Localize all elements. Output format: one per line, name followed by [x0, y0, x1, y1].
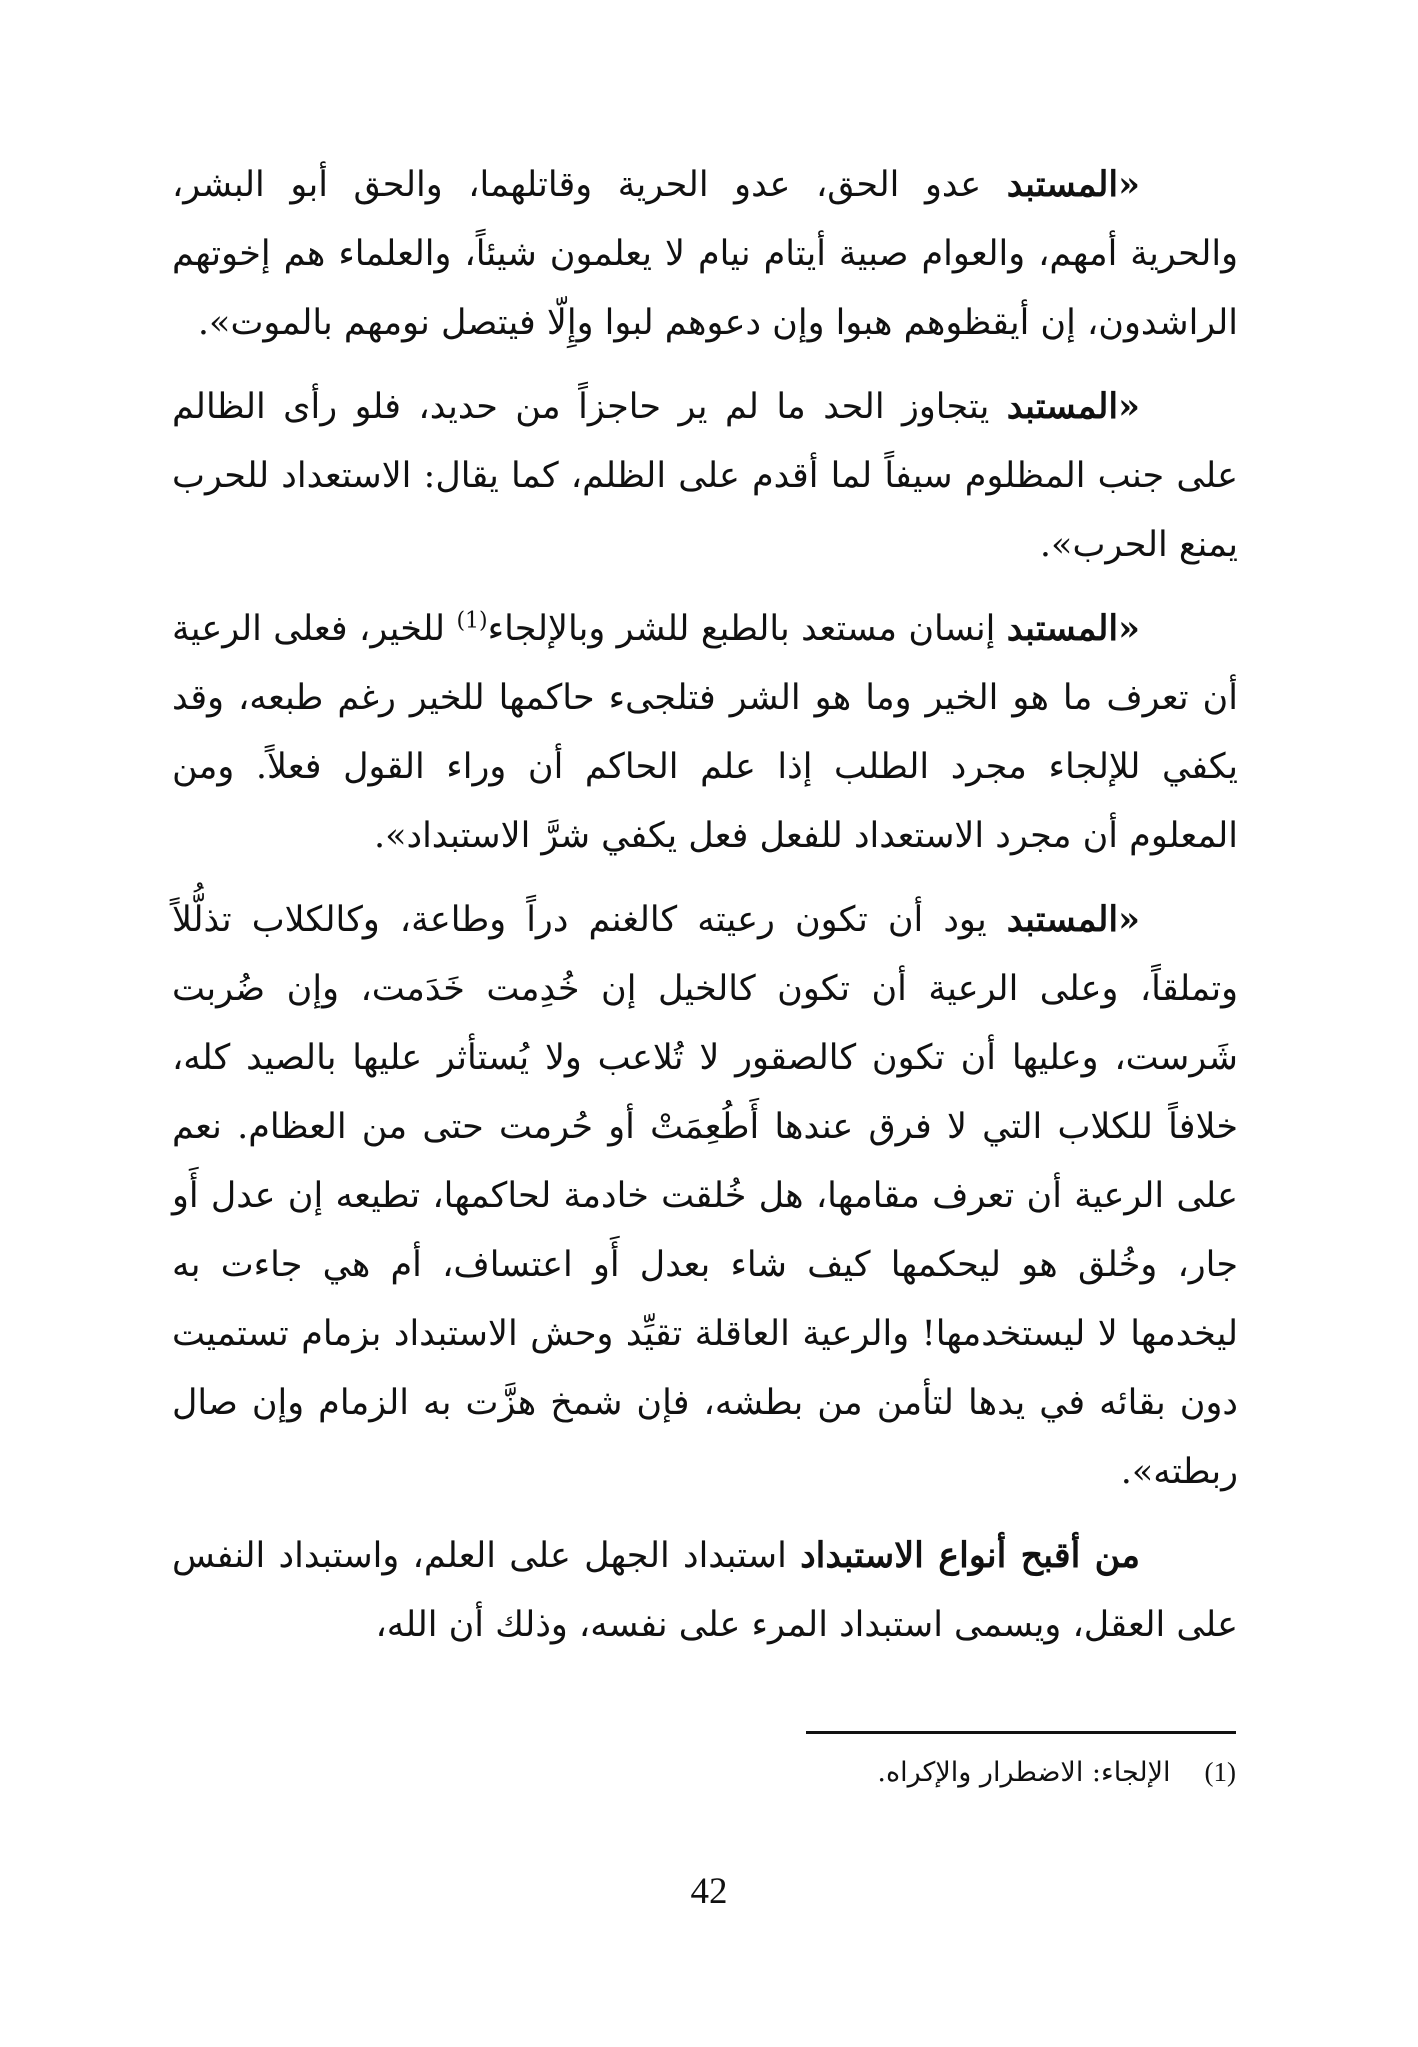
footnote	[877, 1752, 1236, 1793]
paragraph-text: يود أن تكون رعيته كالغنم دراً وطاعة، وكالكلاب تذلُّلاً وتملقاً، وعلى الرعية أن تكون كالخيل إن خُدِمت خَدَمت، وإن ضُربت شَرست، وعليها أن تكون كالصقور لا تُلاعب ولا يُستأثر عليها بالصيد كله، خلافاً للكلاب التي لا فرق عندها أَطُعِمَتْ أو حُرمت حتى من العظام. نعم على الرعية أن تعرف مقامها، هل خُلقت خادمة لحاكمها، تطيعه إن عدل أَو جار، وخُلق هو ليحكمها كيف شاء بعدل أَو اعتساف، أم هي جاءت به ليخدمها لا ليستخدمها! والرعية العاقلة تقيِّد وحش الاستبداد بزمام تستميت دون بقائه في يدها لتأمن من بطشه، فإن شمخ هزَّت به الزمام وإن صال ربطته».	[172, 900, 1238, 1492]
paragraph-text: إنسان مستعد بالطبع للشر وبالإلجاء	[487, 609, 1007, 649]
footnote-separator	[806, 1731, 1236, 1734]
paragraph-2	[172, 372, 1238, 580]
paragraph-lead: «المستبد	[1006, 386, 1140, 427]
paragraph-lead: «المستبد	[1006, 899, 1140, 940]
paragraph-lead: «المستبد	[1006, 164, 1140, 205]
paragraph-lead: من أقبح أنواع الاستبداد	[800, 1535, 1140, 1576]
paragraph-4	[172, 885, 1238, 1507]
footnote-text: الإلجاء: الاضطرار والإكراه.	[877, 1757, 1171, 1788]
paragraph-text-continued: للخير، فعلى الرعية أن تعرف ما هو الخير وما هو الشر فتلجىء حاكمها للخير رغم طبعه، وقد يكفي للإلجاء مجرد الطلب إذا علم الحاكم أن وراء القول فعلاً. ومن المعلوم أن مجرد الاستعداد للفعل فعل يكفي شرَّ الاستبداد».	[172, 609, 1238, 856]
page-number: 42	[690, 1871, 728, 1912]
page-body	[172, 150, 1238, 1674]
paragraph-text: يتجاوز الحد ما لم ير حاجزاً من حديد، فلو رأى الظالم على جنب المظلوم سيفاً لما أقدم على الظلم، كما يقال: الاستعداد للحرب يمنع الحرب».	[172, 387, 1238, 565]
footnote-number: (1)	[1204, 1757, 1236, 1787]
paragraph-lead: «المستبد	[1006, 608, 1140, 649]
paragraph-text: استبداد الجهل على العلم، واستبداد النفس على العقل، ويسمى استبداد المرء على نفسه، وذلك أن الله،	[172, 1536, 1238, 1645]
footnote-reference[interactable]: (1)	[456, 608, 488, 634]
paragraph-5	[172, 1521, 1238, 1660]
paragraph-text: عدو الحق، عدو الحرية وقاتلهما، والحق أبو البشر، والحرية أمهم، والعوام صبية أيتام نيام لا يعلمون شيئاً، والعلماء هم إخوتهم الراشدون، إن أيقظوهم هبوا وإن دعوهم لبوا وإِلّا فيتصل نومهم بالموت».	[172, 165, 1238, 343]
paragraph-1	[172, 150, 1238, 358]
paragraph-3	[172, 594, 1238, 871]
